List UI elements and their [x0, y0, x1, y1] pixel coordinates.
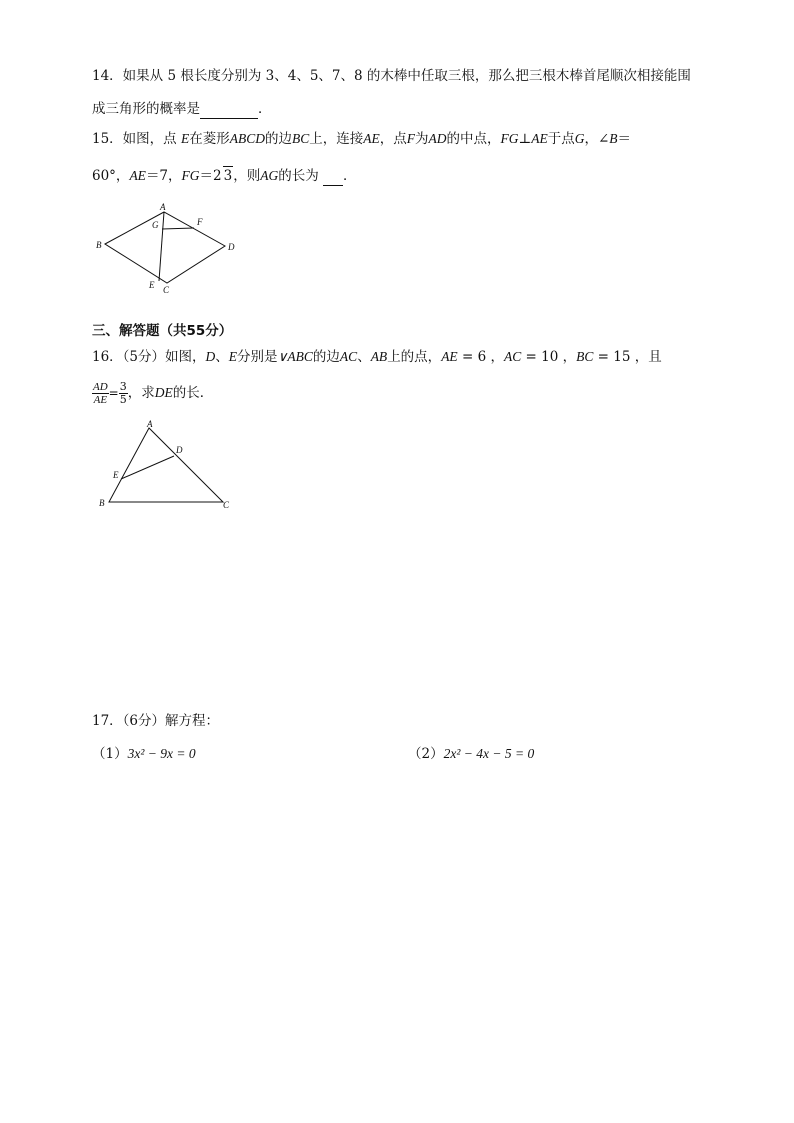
- triangle-abc: [109, 428, 223, 502]
- q15-var: ABCD: [229, 131, 265, 146]
- q16-text: 的边: [312, 349, 340, 365]
- q15-var: F: [406, 131, 415, 146]
- q16-text: 、: [357, 349, 371, 365]
- q16-line2: [92, 380, 213, 406]
- q15-var: G: [574, 131, 585, 146]
- label-e: E: [149, 280, 155, 290]
- q16-var: AE: [441, 349, 458, 364]
- q16-triangle-figure: [92, 416, 242, 516]
- q16-text: 分别是: [237, 349, 278, 365]
- q15-text: 的边: [264, 131, 292, 147]
- q16-text: = 10 ，: [521, 349, 577, 365]
- q15-var: AG: [260, 168, 279, 183]
- q16-text: 、: [215, 349, 229, 365]
- q15-text: ，∠: [584, 131, 610, 147]
- q14-line2: [92, 100, 272, 119]
- q17-part1-equation: 3x² − 9x = 0: [127, 746, 196, 761]
- q15-var: E: [180, 131, 190, 146]
- label-a: A: [160, 202, 166, 212]
- q14-line1: 14．如果从 5 根长度分别为 3、4、5、7、8 的木棒中任取三根，那么把三根木棒首尾顺次相接能围: [92, 68, 691, 84]
- equals-sign: =: [108, 386, 119, 400]
- fraction-denominator: 5: [119, 393, 127, 406]
- q15-text: ，则: [233, 168, 261, 184]
- q16-var: AB: [370, 349, 388, 364]
- q15-var: AE: [363, 131, 380, 146]
- q15-text: 15．如图，点: [92, 131, 177, 147]
- q15-var: FG: [181, 168, 200, 183]
- q16-value-fraction: [119, 381, 128, 406]
- q15-text: ＝7，: [145, 168, 182, 184]
- q16-text: 16．（5分）如图，: [92, 349, 206, 365]
- q16-text: ，求: [127, 385, 155, 401]
- q16-var: DE: [154, 385, 173, 400]
- q15-text: ＝2: [199, 168, 222, 184]
- q15-text: 上，连接: [309, 131, 364, 147]
- q15-answer-blank[interactable]: [323, 167, 343, 186]
- segment-de: [121, 456, 174, 479]
- q15-var: AE: [129, 168, 146, 183]
- q17-part2-label: （2）: [408, 746, 444, 762]
- q15-text: ，点: [379, 131, 407, 147]
- q15-rhombus-figure: [92, 200, 242, 300]
- q17-title: 17．（6分）解方程：: [92, 713, 220, 729]
- label-b: B: [96, 240, 102, 250]
- q16-var: E: [228, 349, 238, 364]
- label-g: G: [152, 220, 159, 230]
- q16-var: ∨ABC: [277, 349, 313, 364]
- label-d: D: [176, 445, 183, 455]
- q16-var: AC: [339, 349, 358, 364]
- q14-suffix: ．: [258, 101, 272, 117]
- segment-fg: [162, 228, 194, 229]
- q16-text: 上的点，: [387, 349, 442, 365]
- q15-text: 的长为: [278, 168, 319, 184]
- label-b: B: [99, 498, 105, 508]
- fraction-denominator: AE: [93, 394, 108, 406]
- rhombus-outline: [105, 212, 225, 283]
- fraction-numerator: 3: [119, 380, 127, 393]
- q16-var: BC: [576, 349, 594, 364]
- q16-text: = 6 ，: [457, 349, 504, 365]
- section-title: 三、解答题（共55分）: [92, 323, 233, 339]
- q15-text: 的中点，: [446, 131, 501, 147]
- label-d: D: [228, 242, 235, 252]
- q15-text: 60°，: [92, 168, 130, 184]
- q16-var: AC: [503, 349, 522, 364]
- q16-ratio-fraction: [92, 381, 109, 406]
- q15-text: 于点: [547, 131, 575, 147]
- q17-part1: [92, 745, 196, 763]
- label-c: C: [163, 285, 170, 295]
- q16-text: 的长．: [172, 385, 214, 401]
- q17-part2: [408, 745, 534, 763]
- q17-part1-label: （1）: [92, 746, 128, 762]
- q17-part2-equation: 2x² − 4x − 5 = 0: [443, 746, 535, 761]
- q15-var: BC: [291, 131, 310, 146]
- sqrt-symbol: [223, 166, 234, 185]
- segment-ae: [159, 212, 164, 281]
- q15-var: AD: [428, 131, 447, 146]
- q15-text: ⊥: [518, 131, 532, 147]
- q16-text: = 15 ，且: [593, 349, 662, 365]
- q16-var: D: [205, 349, 216, 364]
- q14-prefix: 成三角形的概率是: [92, 101, 200, 117]
- q15-text: ＝: [617, 131, 632, 147]
- q15-line2: [92, 166, 357, 186]
- label-f: F: [197, 217, 203, 227]
- q15-text: ．: [343, 168, 357, 184]
- label-c: C: [223, 500, 230, 510]
- q15-var: B: [609, 131, 618, 146]
- q15-var: FG: [500, 131, 519, 146]
- q14-answer-blank[interactable]: [200, 100, 258, 119]
- q16-line1: [92, 348, 662, 366]
- q15-line1: [92, 130, 631, 148]
- label-e: E: [113, 470, 119, 480]
- label-a: A: [147, 419, 153, 429]
- q15-var: AE: [531, 131, 548, 146]
- fraction-numerator: AD: [93, 381, 108, 393]
- q15-text: 为: [415, 131, 429, 147]
- q15-text: 在菱形: [189, 131, 230, 147]
- q15-sqrt-value: 3: [223, 168, 233, 184]
